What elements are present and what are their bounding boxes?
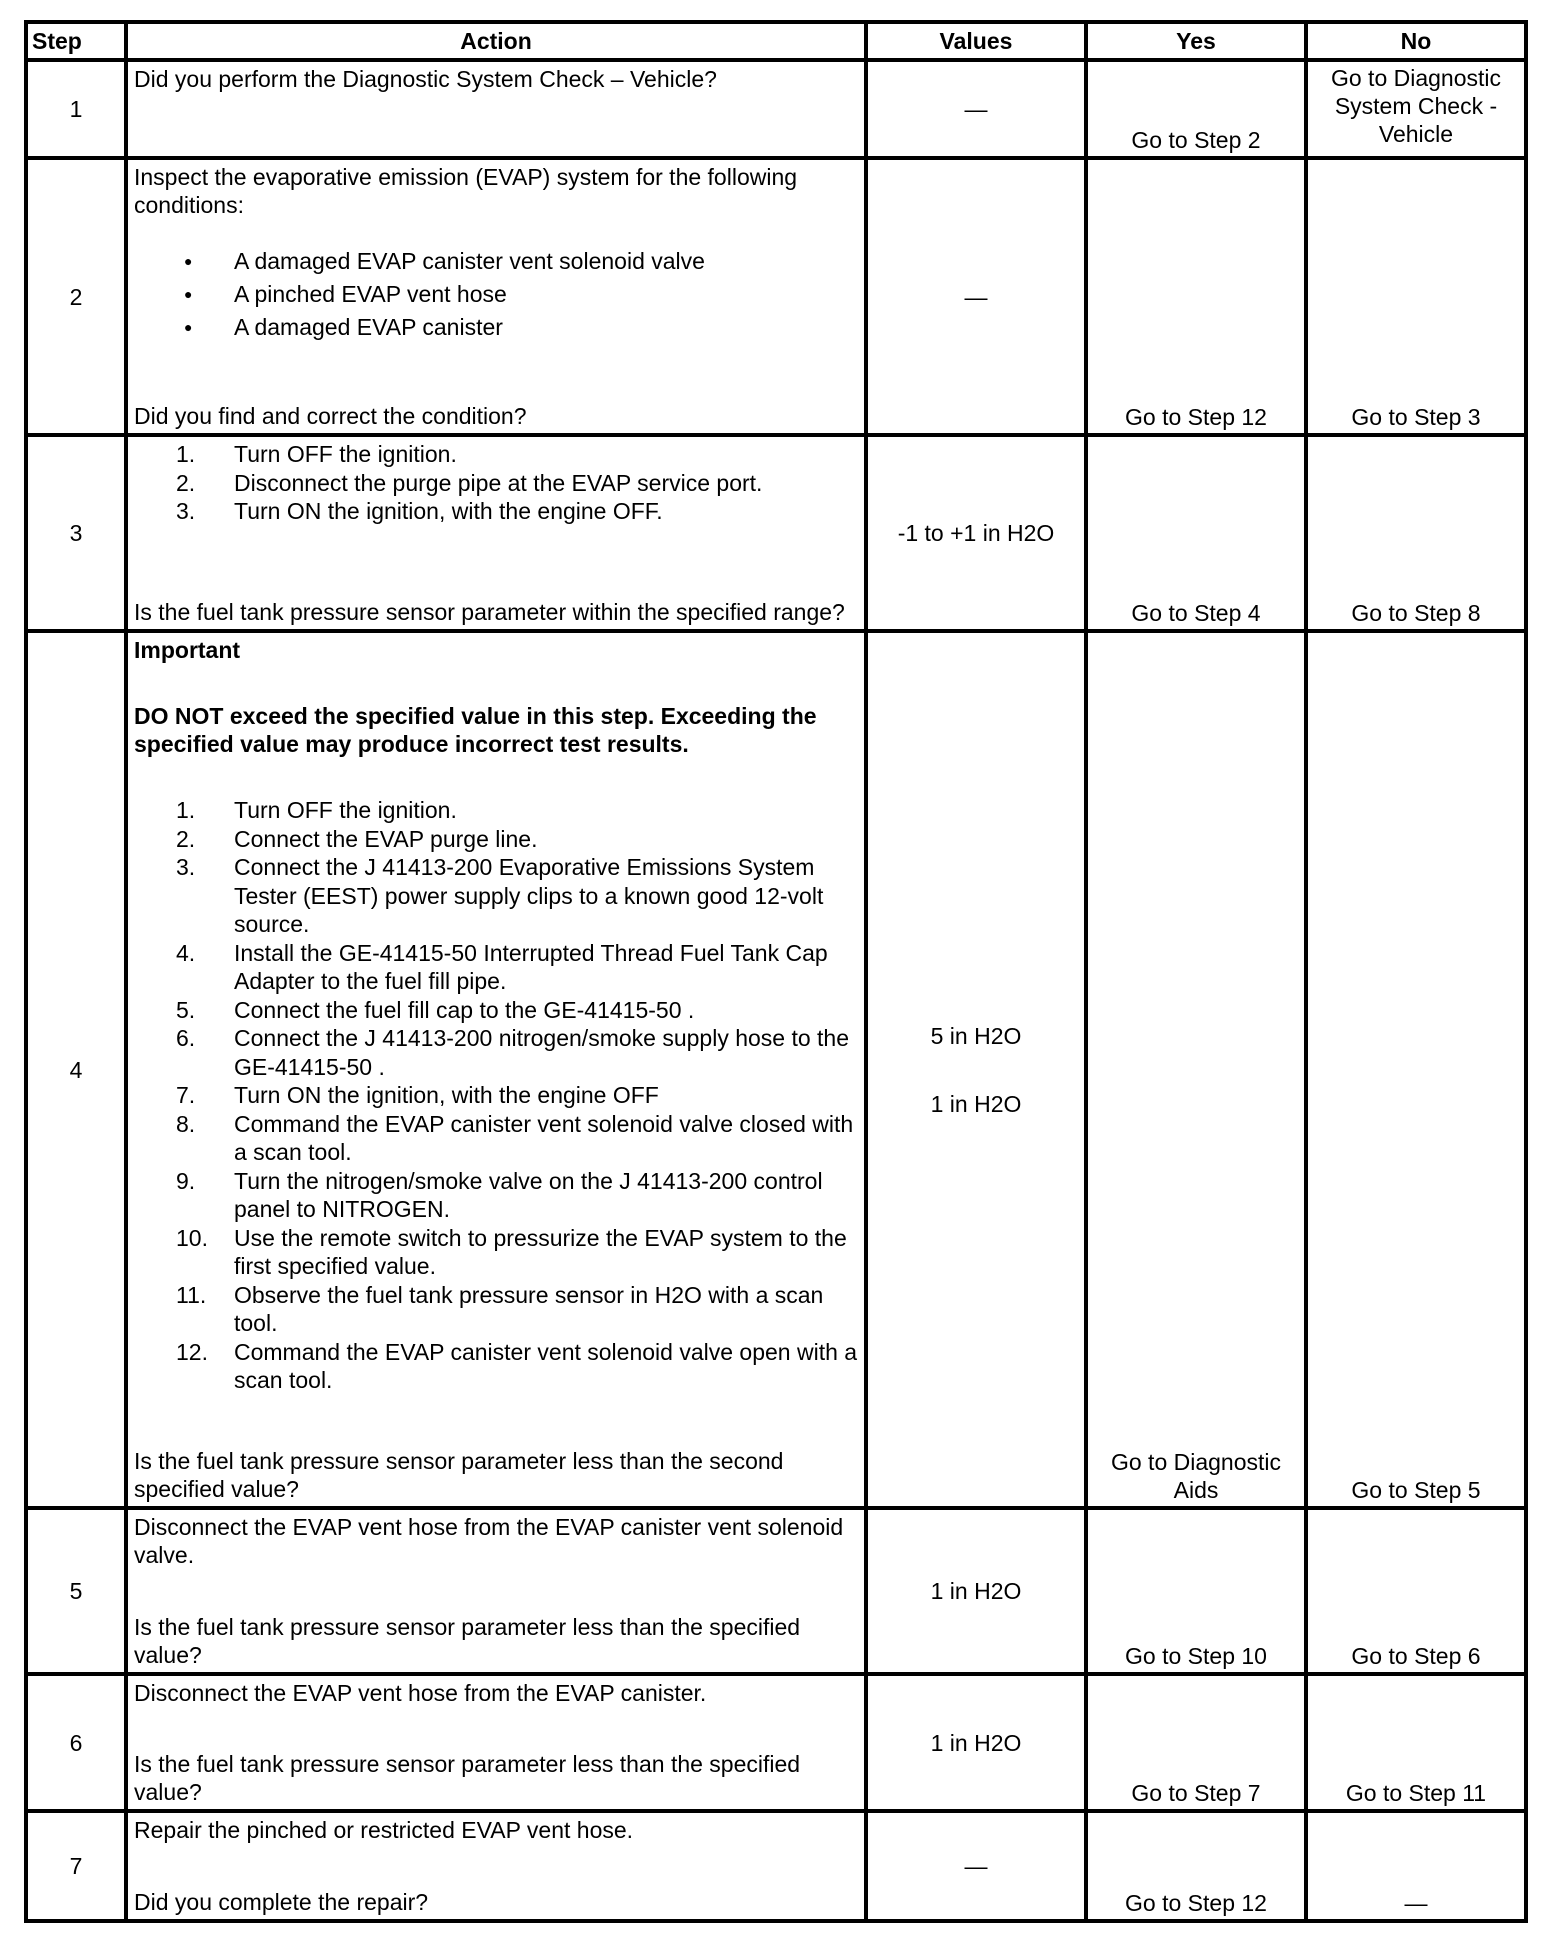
step-number: 7: [26, 1811, 126, 1921]
step-number: 2: [26, 158, 126, 435]
table-row: [26, 631, 1526, 1508]
table-row: [26, 158, 1526, 435]
step-number: 6: [26, 1674, 126, 1811]
yes-link[interactable]: Go to Step 12: [1086, 1811, 1306, 1921]
no-link[interactable]: Go to Step 11: [1306, 1674, 1526, 1811]
action-cell: [126, 435, 866, 631]
action-intro: Disconnect the EVAP vent hose from the EVAP canister vent solenoid valve.: [134, 1514, 844, 1568]
first-value: 5 in H2O: [930, 1022, 1022, 1049]
action-intro: Inspect the evaporative emission (EVAP) system for the following conditions:: [134, 164, 798, 218]
list-item: 5. Connect the fuel fill cap to the GE-41415-50 .: [176, 996, 695, 1023]
action-cell: [126, 158, 866, 435]
step-number: 3: [26, 435, 126, 631]
important-label: Important: [134, 637, 241, 663]
yes-link[interactable]: Go to Step 4: [1086, 435, 1306, 631]
list-item: 6. Connect the J 41413-200 nitrogen/smoke supply hose to the GE-41415-50 .: [176, 1025, 850, 1080]
list-item: ● A pinched EVAP vent hose: [134, 278, 858, 311]
list-item: 3. Connect the J 41413-200 Evaporative Emissions System Tester (EEST) power supply clips to a known good 12-volt source.: [176, 854, 824, 937]
action-question: Is the fuel tank pressure sensor parameter less than the specified value?: [134, 1614, 801, 1668]
header-yes: Yes: [1086, 22, 1306, 60]
no-link[interactable]: Go to Step 8: [1306, 435, 1526, 631]
second-value: 1 in H2O: [930, 1090, 1022, 1117]
list-item: ● A damaged EVAP canister: [134, 311, 858, 344]
table-row: [26, 1811, 1526, 1921]
list-item: 3. Turn ON the ignition, with the engine OFF.: [176, 498, 663, 524]
yes-link[interactable]: Go to Step 12: [1086, 158, 1306, 435]
list-item: 9. Turn the nitrogen/smoke valve on the J 41413-200 control panel to NITROGEN.: [176, 1167, 823, 1222]
action-question: Is the fuel tank pressure sensor parameter within the specified range?: [134, 599, 845, 625]
list-item: 10. Use the remote switch to pressurize the EVAP system to the first specified value.: [176, 1224, 847, 1279]
value-cell: -1 to +1 in H2O: [866, 435, 1086, 631]
list-item: 11. Observe the fuel tank pressure sensor in H2O with a scan tool.: [176, 1281, 824, 1336]
yes-link[interactable]: Go to Step 10: [1086, 1508, 1306, 1674]
no-link[interactable]: Go to Step 5: [1306, 631, 1526, 1508]
action-text: Did you perform the Diagnostic System Check – Vehicle?: [134, 66, 717, 92]
list-item: 1. Turn OFF the ignition.: [176, 797, 457, 823]
value-cell: —: [866, 158, 1086, 435]
list-item: 7. Turn ON the ignition, with the engine OFF: [176, 1082, 659, 1108]
action-question: Did you complete the repair?: [134, 1889, 429, 1915]
action-question: Is the fuel tank pressure sensor parameter less than the specified value?: [134, 1751, 801, 1805]
table-row: [26, 1674, 1526, 1811]
header-step: Step: [26, 22, 126, 60]
table-row: [26, 1508, 1526, 1674]
important-text: DO NOT exceed the specified value in this step. Exceeding the specified value may produce incorrect test results.: [134, 703, 817, 757]
yes-link[interactable]: Go to Diagnostic Aids: [1086, 631, 1306, 1508]
action-intro: Disconnect the EVAP vent hose from the EVAP canister.: [134, 1680, 707, 1706]
no-link[interactable]: Go to Diagnostic System Check - Vehicle: [1306, 60, 1526, 158]
value-cell: —: [866, 60, 1086, 158]
list-item: 1. Turn OFF the ignition.: [176, 441, 457, 467]
diagnostic-table: [24, 20, 1528, 1923]
no-link[interactable]: Go to Step 6: [1306, 1508, 1526, 1674]
step-number: 5: [26, 1508, 126, 1674]
action-cell: [126, 1508, 866, 1674]
value-cell: 1 in H2O: [866, 1508, 1086, 1674]
step-number: 1: [26, 60, 126, 158]
action-intro: Repair the pinched or restricted EVAP vent hose.: [134, 1817, 634, 1843]
list-item: 2. Disconnect the purge pipe at the EVAP service port.: [176, 469, 763, 496]
header-values: Values: [866, 22, 1086, 60]
no-link[interactable]: Go to Step 3: [1306, 158, 1526, 435]
list-item: 8. Command the EVAP canister vent solenoid valve closed with a scan tool.: [176, 1110, 854, 1165]
step-number: 4: [26, 631, 126, 1508]
list-item: 4. Install the GE-41415-50 Interrupted Thread Fuel Tank Cap Adapter to the fuel fill pipe.: [176, 939, 828, 994]
table-row: [26, 60, 1526, 158]
yes-link[interactable]: Go to Step 2: [1086, 60, 1306, 158]
condition-list: [134, 245, 858, 344]
list-item: 12. Command the EVAP canister vent solenoid valve open with a scan tool.: [176, 1338, 858, 1393]
action-cell: [126, 1811, 866, 1921]
value-cell: 1 in H2O: [866, 1674, 1086, 1811]
value-cell: [866, 631, 1086, 1508]
list-item: 2. Connect the EVAP purge line.: [176, 825, 538, 852]
action-question: Did you find and correct the condition?: [134, 403, 527, 429]
header-no: No: [1306, 22, 1526, 60]
action-question: Is the fuel tank pressure sensor parameter less than the second specified value?: [134, 1448, 784, 1502]
value-cell: —: [866, 1811, 1086, 1921]
step-list: [134, 440, 858, 526]
step-list: [134, 796, 858, 1395]
action-cell: [126, 1674, 866, 1811]
header-action: Action: [126, 22, 866, 60]
action-cell: [126, 631, 866, 1508]
action-cell: [126, 60, 866, 158]
diagnostic-table-container: [24, 20, 1524, 1923]
list-item: ● A damaged EVAP canister vent solenoid valve: [134, 245, 858, 278]
yes-link[interactable]: Go to Step 7: [1086, 1674, 1306, 1811]
table-header-row: [26, 22, 1526, 60]
no-link: —: [1306, 1811, 1526, 1921]
table-row: [26, 435, 1526, 631]
